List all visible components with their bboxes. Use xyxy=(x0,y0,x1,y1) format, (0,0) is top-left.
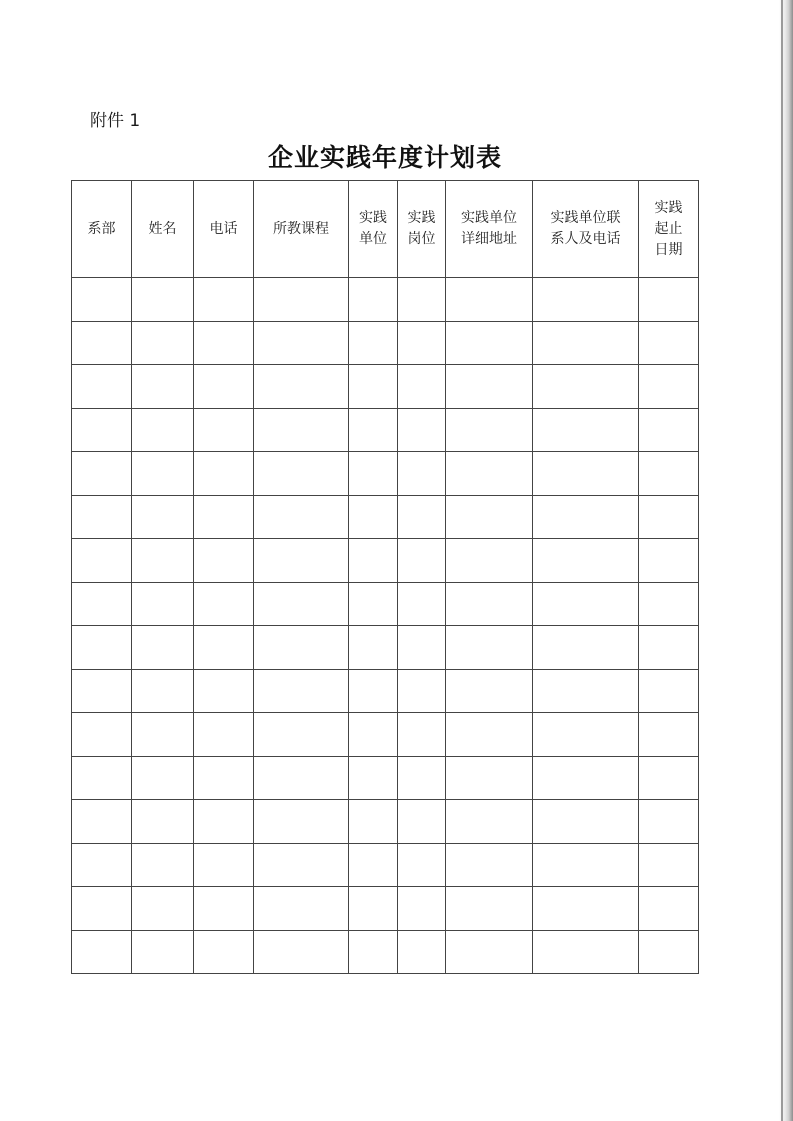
table-cell xyxy=(639,321,699,365)
table-cell xyxy=(254,887,349,931)
table-cell xyxy=(639,408,699,452)
table-cell xyxy=(398,713,446,757)
table-cell xyxy=(398,626,446,670)
table-cell xyxy=(349,843,398,887)
table-cell xyxy=(194,800,254,844)
table-cell xyxy=(349,539,398,583)
table-cell xyxy=(72,321,132,365)
table-cell xyxy=(254,365,349,409)
table-cell xyxy=(194,539,254,583)
table-cell xyxy=(132,321,194,365)
table-cell xyxy=(72,800,132,844)
table-cell xyxy=(446,321,533,365)
table-cell xyxy=(446,408,533,452)
table-cell xyxy=(446,495,533,539)
table-cell xyxy=(72,452,132,496)
table-cell xyxy=(254,539,349,583)
table-cell xyxy=(446,626,533,670)
table-cell xyxy=(533,539,639,583)
table-cell xyxy=(72,843,132,887)
table-cell xyxy=(72,930,132,974)
table-cell xyxy=(72,408,132,452)
table-cell xyxy=(254,408,349,452)
table-cell xyxy=(72,365,132,409)
table-cell xyxy=(533,756,639,800)
table-cell xyxy=(349,582,398,626)
table-cell xyxy=(194,930,254,974)
attachment-label: 附件 1 xyxy=(90,111,141,131)
table-row xyxy=(72,930,699,974)
table-cell xyxy=(349,930,398,974)
table-cell xyxy=(639,582,699,626)
table-row xyxy=(72,452,699,496)
header-unit-address: 实践单位 详细地址 xyxy=(446,181,533,278)
table-cell xyxy=(349,365,398,409)
table-cell xyxy=(398,843,446,887)
table-cell xyxy=(533,582,639,626)
table-cell xyxy=(446,539,533,583)
table-cell xyxy=(533,626,639,670)
table-cell xyxy=(446,452,533,496)
table-cell xyxy=(132,582,194,626)
table-cell xyxy=(72,887,132,931)
table-cell xyxy=(194,365,254,409)
header-unit-contact: 实践单位联 系人及电话 xyxy=(533,181,639,278)
table-cell xyxy=(533,365,639,409)
header-name: 姓名 xyxy=(132,181,194,278)
table-cell xyxy=(72,539,132,583)
table-cell xyxy=(639,452,699,496)
table-cell xyxy=(639,626,699,670)
table-cell xyxy=(446,756,533,800)
table-row xyxy=(72,582,699,626)
table-cell xyxy=(349,756,398,800)
table-row xyxy=(72,365,699,409)
table-cell xyxy=(533,408,639,452)
table-cell xyxy=(254,669,349,713)
table-row xyxy=(72,495,699,539)
header-practice-dates: 实践 起止 日期 xyxy=(639,181,699,278)
table-cell xyxy=(132,278,194,322)
table-cell xyxy=(132,495,194,539)
table-cell xyxy=(639,278,699,322)
header-practice-position: 实践 岗位 xyxy=(398,181,446,278)
table-cell xyxy=(398,582,446,626)
table-cell xyxy=(639,365,699,409)
table-cell xyxy=(533,887,639,931)
table-row xyxy=(72,800,699,844)
table-cell xyxy=(533,800,639,844)
table-cell xyxy=(349,278,398,322)
header-practice-unit: 实践 单位 xyxy=(349,181,398,278)
table-cell xyxy=(398,539,446,583)
table-cell xyxy=(349,800,398,844)
table-cell xyxy=(349,408,398,452)
table-cell xyxy=(194,843,254,887)
table-cell xyxy=(398,756,446,800)
table-cell xyxy=(639,930,699,974)
header-courses: 所教课程 xyxy=(254,181,349,278)
table-cell xyxy=(194,278,254,322)
table-cell xyxy=(446,713,533,757)
table-cell xyxy=(398,408,446,452)
table-cell xyxy=(446,669,533,713)
table-row xyxy=(72,321,699,365)
table-cell xyxy=(533,930,639,974)
document-title: 企业实践年度计划表 xyxy=(267,143,502,172)
table-cell xyxy=(446,843,533,887)
table-cell xyxy=(194,626,254,670)
table-cell xyxy=(254,495,349,539)
table-cell xyxy=(132,843,194,887)
table-cell xyxy=(72,756,132,800)
table-cell xyxy=(194,669,254,713)
table-cell xyxy=(446,930,533,974)
table-cell xyxy=(194,887,254,931)
table-cell xyxy=(533,321,639,365)
table-cell xyxy=(72,669,132,713)
table-cell xyxy=(132,930,194,974)
table-cell xyxy=(446,365,533,409)
scan-edge-line xyxy=(781,0,783,1121)
table-row xyxy=(72,669,699,713)
table-cell xyxy=(254,452,349,496)
table-row xyxy=(72,539,699,583)
table-cell xyxy=(194,495,254,539)
table-cell xyxy=(72,626,132,670)
header-phone: 电话 xyxy=(194,181,254,278)
table-cell xyxy=(446,582,533,626)
table-cell xyxy=(254,626,349,670)
table-cell xyxy=(349,495,398,539)
table-cell xyxy=(72,495,132,539)
table-cell xyxy=(533,843,639,887)
table-cell xyxy=(398,495,446,539)
table-row xyxy=(72,887,699,931)
table-cell xyxy=(533,495,639,539)
table-cell xyxy=(639,539,699,583)
table-cell xyxy=(639,887,699,931)
table-cell xyxy=(349,713,398,757)
table-cell xyxy=(132,800,194,844)
table-cell xyxy=(349,452,398,496)
table-cell xyxy=(533,669,639,713)
table-cell xyxy=(639,756,699,800)
table-cell xyxy=(254,278,349,322)
table-cell xyxy=(398,887,446,931)
table-cell xyxy=(446,800,533,844)
table-cell xyxy=(194,582,254,626)
table-cell xyxy=(254,930,349,974)
table-cell xyxy=(398,800,446,844)
table-cell xyxy=(349,626,398,670)
table-cell xyxy=(132,756,194,800)
table-row xyxy=(72,626,699,670)
table-cell xyxy=(446,887,533,931)
table-cell xyxy=(72,278,132,322)
table-row xyxy=(72,843,699,887)
table-cell xyxy=(194,713,254,757)
table-cell xyxy=(254,800,349,844)
table-cell xyxy=(194,321,254,365)
table-cell xyxy=(533,713,639,757)
table-cell xyxy=(254,756,349,800)
table-cell xyxy=(132,887,194,931)
table-cell xyxy=(254,321,349,365)
table-cell xyxy=(533,278,639,322)
table-header-row xyxy=(72,181,699,278)
table-cell xyxy=(398,452,446,496)
table-cell xyxy=(254,713,349,757)
table-cell xyxy=(639,800,699,844)
table-cell xyxy=(398,930,446,974)
table-cell xyxy=(639,495,699,539)
table-row xyxy=(72,756,699,800)
table-cell xyxy=(72,582,132,626)
table-cell xyxy=(194,756,254,800)
table-cell xyxy=(132,626,194,670)
table-cell xyxy=(446,278,533,322)
table-row xyxy=(72,408,699,452)
table-cell xyxy=(132,539,194,583)
table-cell xyxy=(132,452,194,496)
table-cell xyxy=(349,887,398,931)
table-cell xyxy=(132,365,194,409)
table-cell xyxy=(132,669,194,713)
table-cell xyxy=(533,452,639,496)
table-cell xyxy=(398,321,446,365)
table-cell xyxy=(398,365,446,409)
table-cell xyxy=(132,408,194,452)
table-cell xyxy=(398,669,446,713)
table-row xyxy=(72,713,699,757)
table-cell xyxy=(254,582,349,626)
table-cell xyxy=(194,408,254,452)
table-cell xyxy=(132,713,194,757)
table-cell xyxy=(639,843,699,887)
table-cell xyxy=(254,843,349,887)
table-body xyxy=(72,278,699,974)
table-cell xyxy=(398,278,446,322)
table-cell xyxy=(639,669,699,713)
table-cell xyxy=(72,713,132,757)
plan-table xyxy=(71,180,699,974)
table-row xyxy=(72,278,699,322)
table-cell xyxy=(349,321,398,365)
header-department: 系部 xyxy=(72,181,132,278)
table-cell xyxy=(194,452,254,496)
table-cell xyxy=(639,713,699,757)
table-cell xyxy=(349,669,398,713)
